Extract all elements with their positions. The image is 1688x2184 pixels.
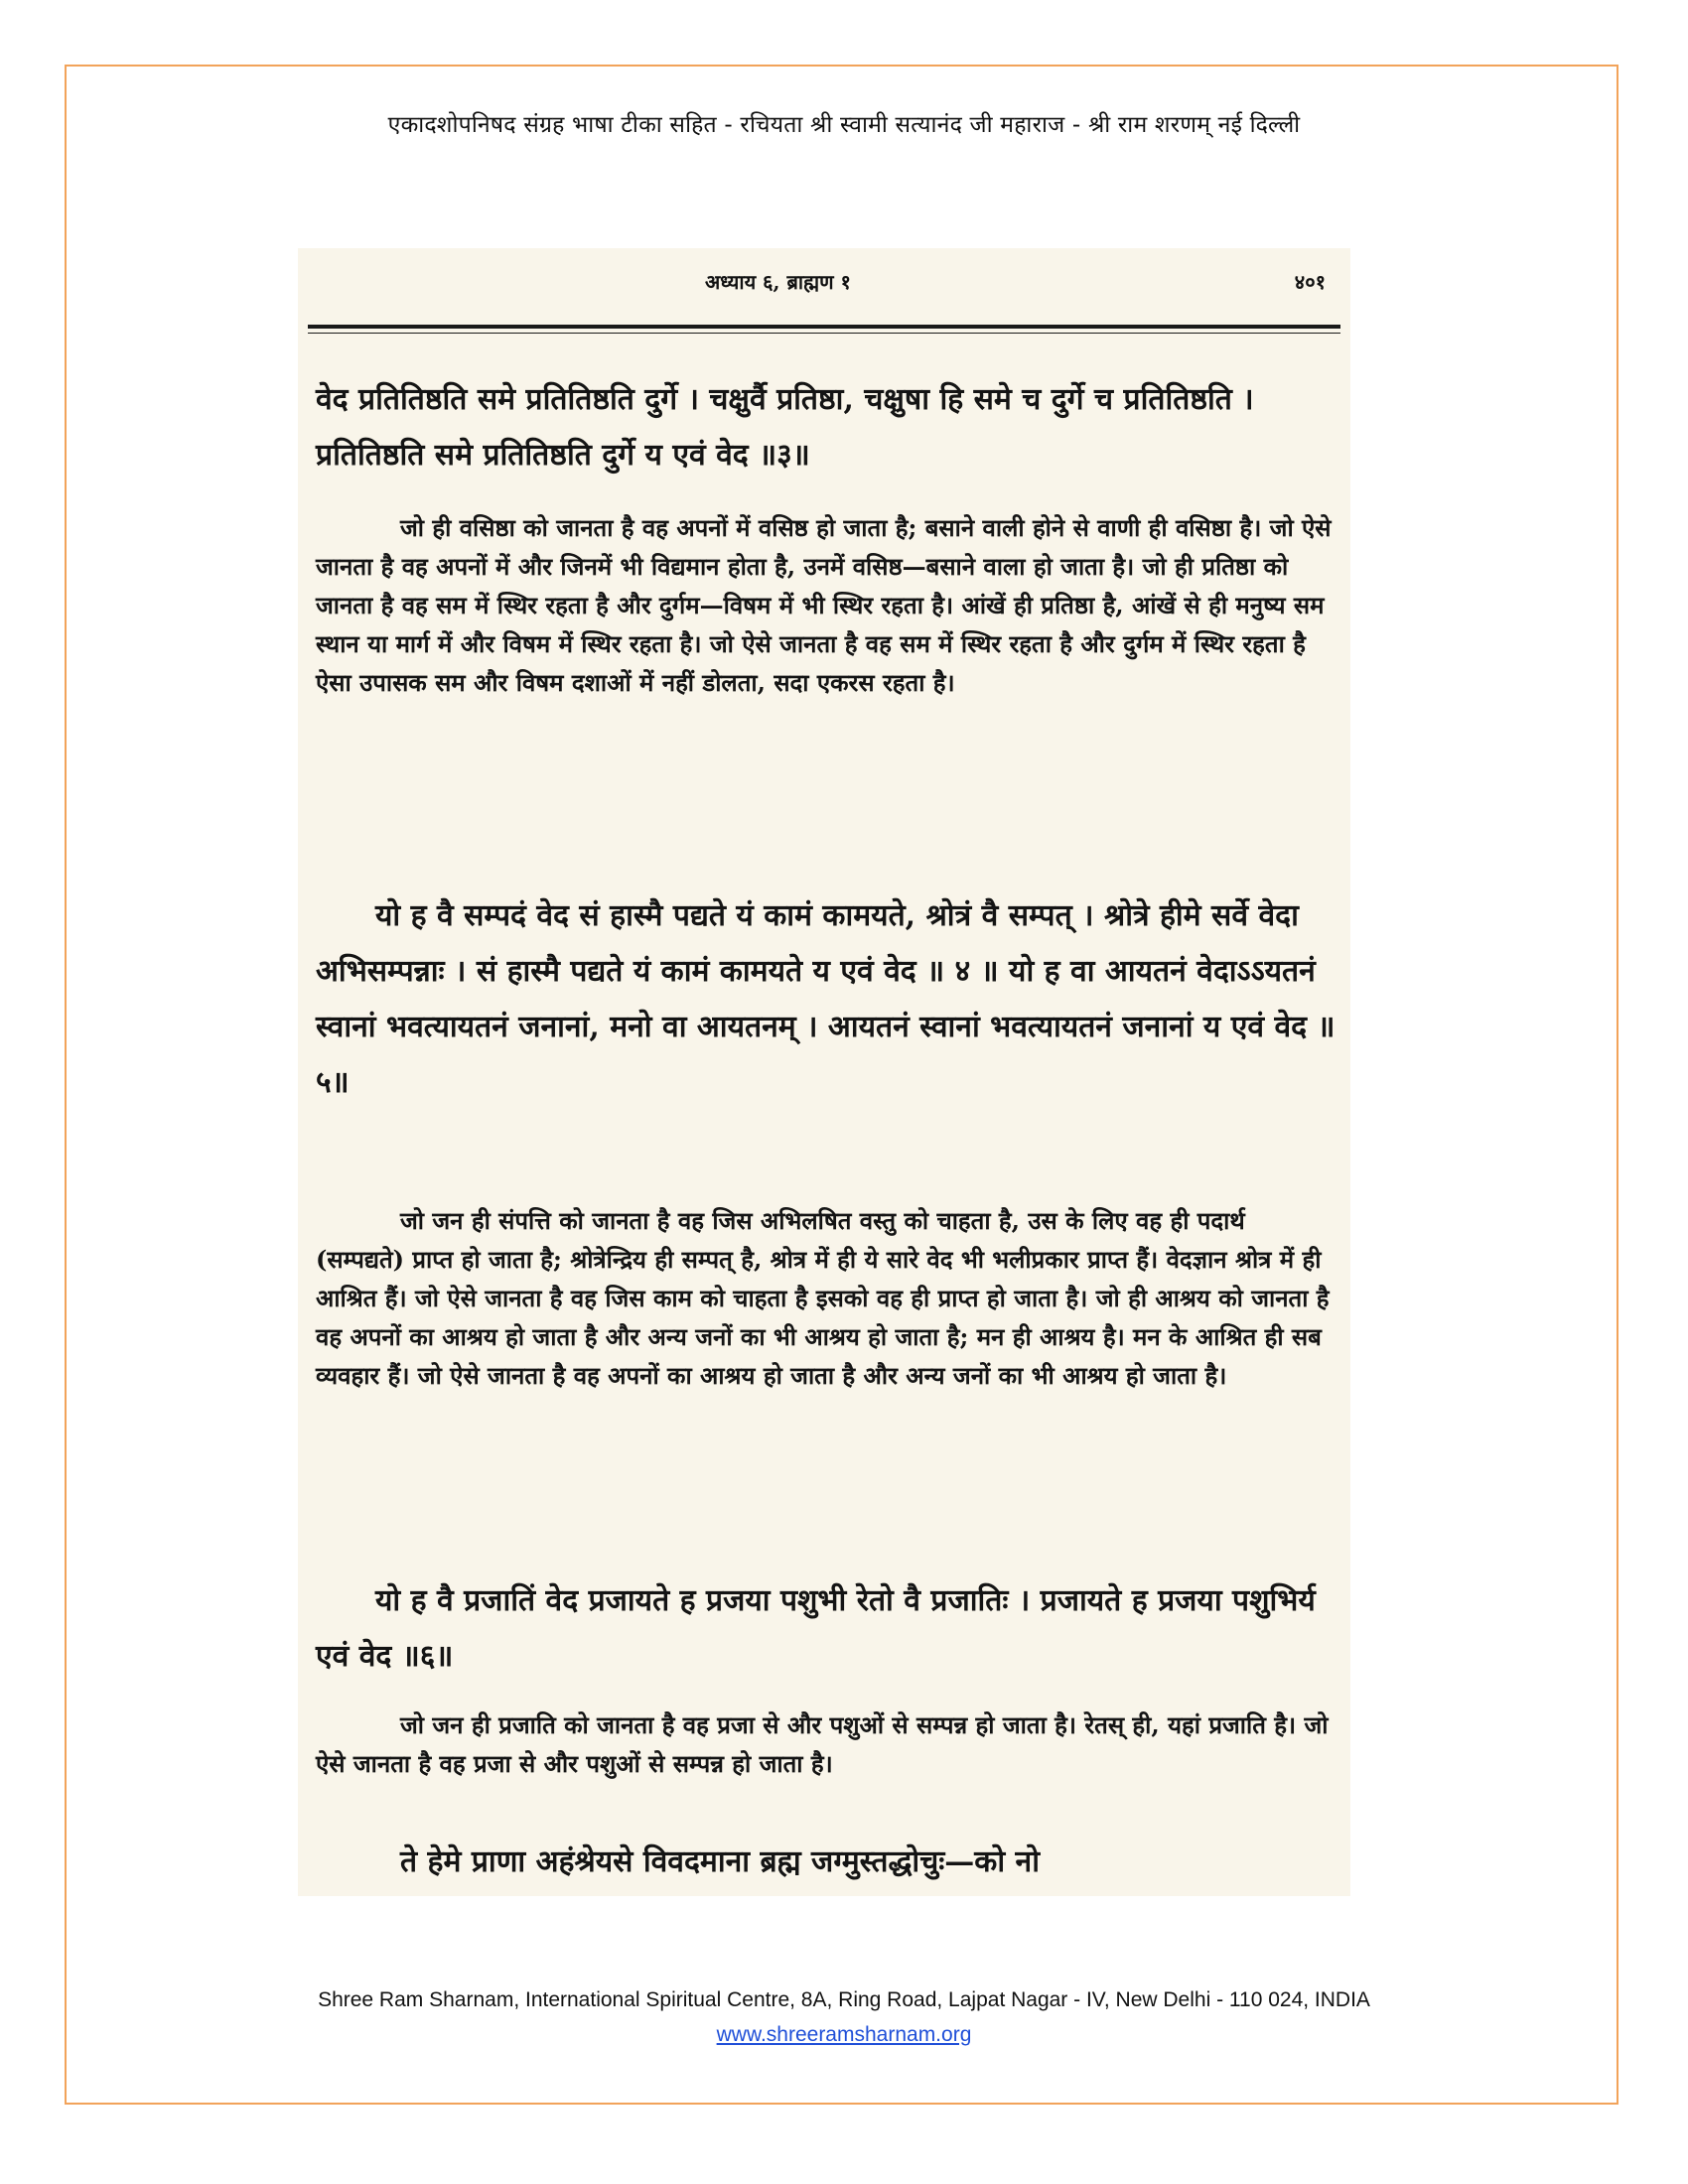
- commentary-text: जो जन ही प्रजाति को जानता है वह प्रजा से और पशुओं से सम्पन्न हो जाता है। रेतस् ही, यहां प्रजाति है। जो ऐसे जानता है वह प्रजा से और पशुओं से सम्पन्न हो जाता है।: [316, 1710, 1329, 1778]
- verse-text: यो ह वै प्रजातिं वेद प्रजायते ह प्रजया पशुभी रेतो वै प्रजातिः । प्रजायते ह प्रजया पशुभिर्य एवं वेद ॥६॥: [316, 1583, 1316, 1674]
- verse-text: ते हेमे प्राणा अहंश्रेयसे विवदमाना ब्रह्म जग्मुस्तद्धोचुः—को नो: [400, 1844, 1040, 1879]
- commentary-text: जो जन ही संपत्ति को जानता है वह जिस अभिलषित वस्तु को चाहता है, उस के लिए वह ही पदार्थ (सम्पद्यते) प्राप्त हो जाता है; श्रोत्रेन्द्रिय ही सम्पत् है, श्रोत्र में ही ये सारे वेद भी भलीप्रकार प्राप्त हैं। वेदज्ञान श्रोत्र में ही आश्रित हैं। जो ऐसे जानता है वह जिस काम को चाहता है इसको वह ही प्राप्त हो जाता है। जो ही आश्रय को जानता है वह अपनों का आश्रय हो जाता है और अन्य जनों का भी आश्रय हो जाता है; मन ही आश्रय है। मन के आश्रित ही सब व्यवहार हैं। जो ऐसे जानता है वह अपनों का आश्रय हो जाता है और अन्य जनों का भी आश्रय हो जाता है।: [316, 1206, 1330, 1390]
- verse-block: [316, 372, 1338, 491]
- footer-website: [0, 2023, 1688, 2047]
- commentary-text: जो ही वसिष्ठा को जानता है वह अपनों में वसिष्ठ हो जाता है; बसाने वाली होने से वाणी ही वसिष्ठा है। जो ऐसे जानता है वह अपनों में और जिनमें भी विद्यमान होता है, उनमें वसिष्ठ—बसाने वाला हो जाता है। जो ही प्रतिष्ठा को जानता है वह सम में स्थिर रहता है और दुर्गम—विषम में भी स्थिर रहता है। आंखें ही प्रतिष्ठा है, आंखें से ही मनुष्य सम स्थान या मार्ग में और विषम में स्थिर रहता है। जो ऐसे जानता है वह सम में स्थिर रहता है और दुर्गम में स्थिर रहता है ऐसा उपासक सम और विषम दशाओं में नहीं डोलता, सदा एकरस रहता है।: [316, 513, 1332, 697]
- running-head: अध्याय ६, ब्राह्मण १: [705, 270, 851, 294]
- document-header: एकादशोपनिषद संग्रह भाषा टीका सहित - रचियता श्री स्वामी सत्यानंद जी महाराज - श्री राम शरणम् नई दिल्ली: [387, 112, 1301, 138]
- page-number: ४०१: [1294, 270, 1326, 294]
- verse-text: वेद प्रतितिष्ठति समे प्रतितिष्ठति दुर्गे । चक्षुर्वै प्रतिष्ठा, चक्षुषा हि समे च दुर्गे च प्रतितिष्ठति । प्रतितिष्ठति समे प्रतितिष्ठति दुर्गे य एवं वेद ॥३॥: [316, 382, 1254, 473]
- footer-address: Shree Ram Sharnam, International Spiritual Centre, 8A, Ring Road, Lajpat Nagar - IV, New Delhi - 110 024, INDIA: [318, 1988, 1370, 2011]
- verse-block: [316, 888, 1338, 1176]
- verse-block: [316, 1835, 1338, 1894]
- website-link[interactable]: www.shreeramsharnam.org: [716, 2023, 972, 2046]
- running-header: [298, 268, 1350, 308]
- commentary-block: [316, 1706, 1338, 1825]
- verse-block: [316, 1573, 1338, 1693]
- header-rule-thin: [308, 333, 1340, 334]
- header-rule: [308, 325, 1340, 329]
- commentary-block: [316, 508, 1338, 856]
- verse-text: यो ह वै सम्पदं वेद सं हास्मै पद्यते यं कामं कामयते, श्रोत्रं वै सम्पत् । श्रोत्रे हीमे सर्वे वेदा अभिसम्पन्नाः । सं हास्मै पद्यते यं कामं कामयते य एवं वेद ॥ ४ ॥ यो ह वा आयतनं वेदाऽऽयतनं स्वानां भवत्यायतनं जनानां, मनो वा आयतनम् । आयतनं स्वानां भवत्यायतनं जनानां य एवं वेद ॥५॥: [316, 898, 1336, 1100]
- commentary-block: [316, 1201, 1338, 1549]
